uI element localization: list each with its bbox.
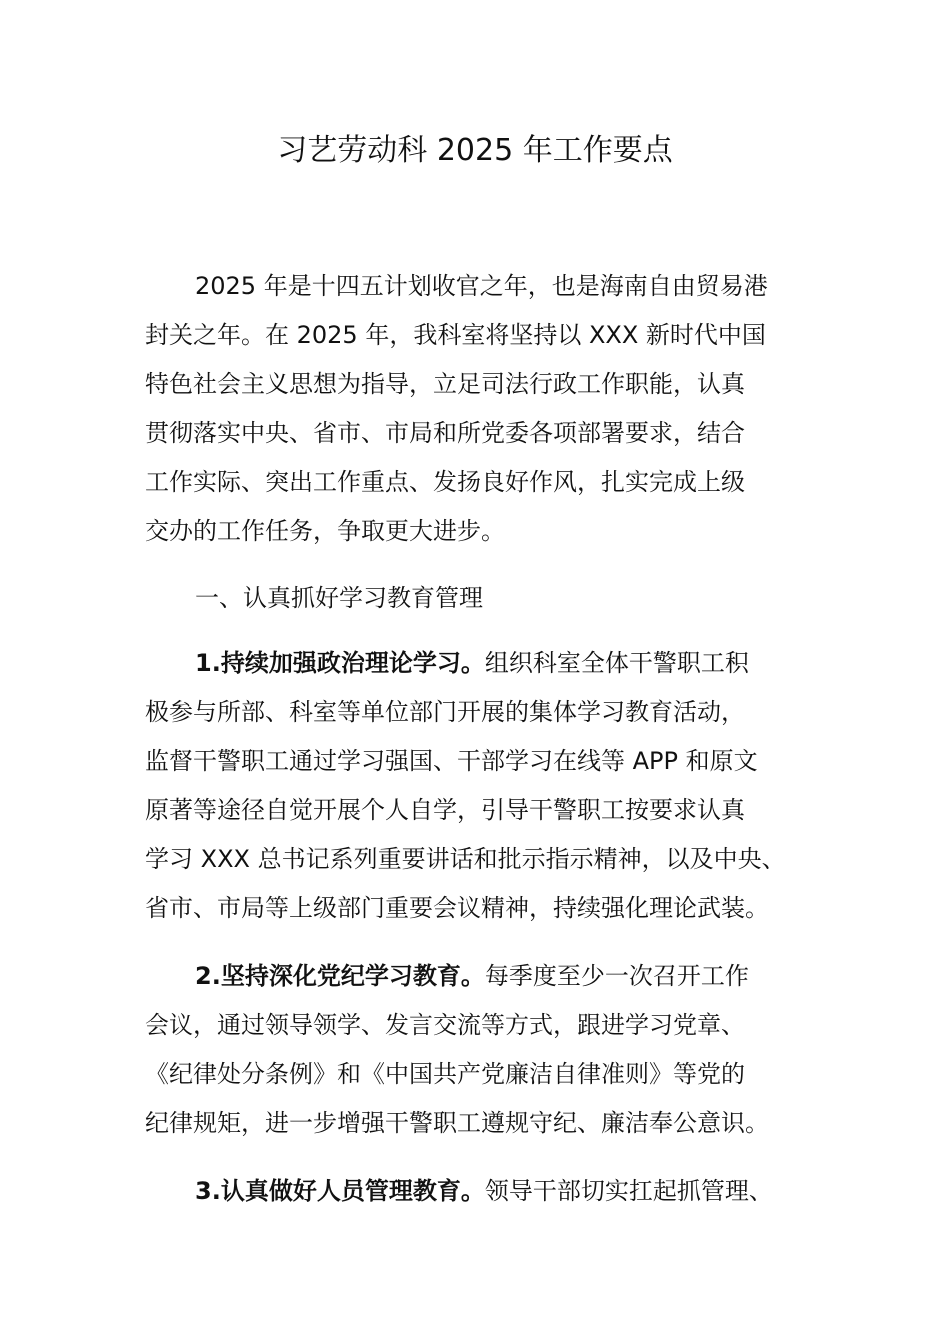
- item-3-first-text: 领导干部切实扛起抓管理、: [484, 1177, 773, 1205]
- item-1-first-text: 组织科室全体干警职工积: [484, 649, 749, 677]
- intro-line: 2025 年是十四五计划收官之年，也是海南自由贸易港: [195, 272, 768, 300]
- item-1-line: 省市、市局等上级部门重要会议精神，持续强化理论武装。: [145, 894, 769, 922]
- item-2-first-line: [145, 952, 825, 1001]
- item-1-paragraph: [145, 639, 825, 933]
- document-title: 习艺劳动科 2025 年工作要点: [277, 133, 673, 168]
- item-3-first-line: [145, 1167, 825, 1216]
- item-1-first-line: [145, 639, 825, 688]
- item-2-first-text: 每季度至少一次召开工作: [484, 962, 749, 990]
- intro-line: 特色社会主义思想为指导，立足司法行政工作职能，认真: [145, 370, 745, 398]
- intro-line: 封关之年。在 2025 年，我科室将坚持以 XXX 新时代中国: [145, 321, 766, 349]
- item-1-line: 学习 XXX 总书记系列重要讲话和批示指示精神，以及中央、: [145, 845, 786, 873]
- item-1-line: 极参与所部、科室等单位部门开展的集体学习教育活动，: [145, 698, 745, 726]
- item-3-heading: 3.认真做好人员管理教育。: [195, 1177, 485, 1205]
- intro-line: 工作实际、突出工作重点、发扬良好作风，扎实完成上级: [145, 468, 745, 496]
- item-2-line: 《纪律处分条例》和《中国共产党廉洁自律准则》等党的: [145, 1060, 745, 1088]
- item-1-heading: 1.持续加强政治理论学习。: [195, 649, 485, 677]
- item-2-heading: 2.坚持深化党纪学习教育。: [195, 962, 485, 990]
- item-2-paragraph: [145, 952, 825, 1148]
- item-1-line: 监督干警职工通过学习强国、干部学习在线等 APP 和原文: [145, 747, 758, 775]
- item-1-line: 原著等途径自觉开展个人自学，引导干警职工按要求认真: [145, 796, 745, 824]
- intro-line: 交办的工作任务，争取更大进步。: [145, 517, 505, 545]
- intro-line: 贯彻落实中央、省市、市局和所党委各项部署要求，结合: [145, 419, 745, 447]
- section-1-heading: 一、认真抓好学习教育管理: [195, 584, 483, 612]
- section-heading: [145, 574, 825, 623]
- item-3-paragraph: [145, 1167, 825, 1216]
- item-2-line: 纪律规矩，进一步增强干警职工遵规守纪、廉洁奉公意识。: [145, 1109, 769, 1137]
- item-2-line: 会议，通过领导领学、发言交流等方式，跟进学习党章、: [145, 1011, 745, 1039]
- intro-paragraph: [145, 262, 825, 556]
